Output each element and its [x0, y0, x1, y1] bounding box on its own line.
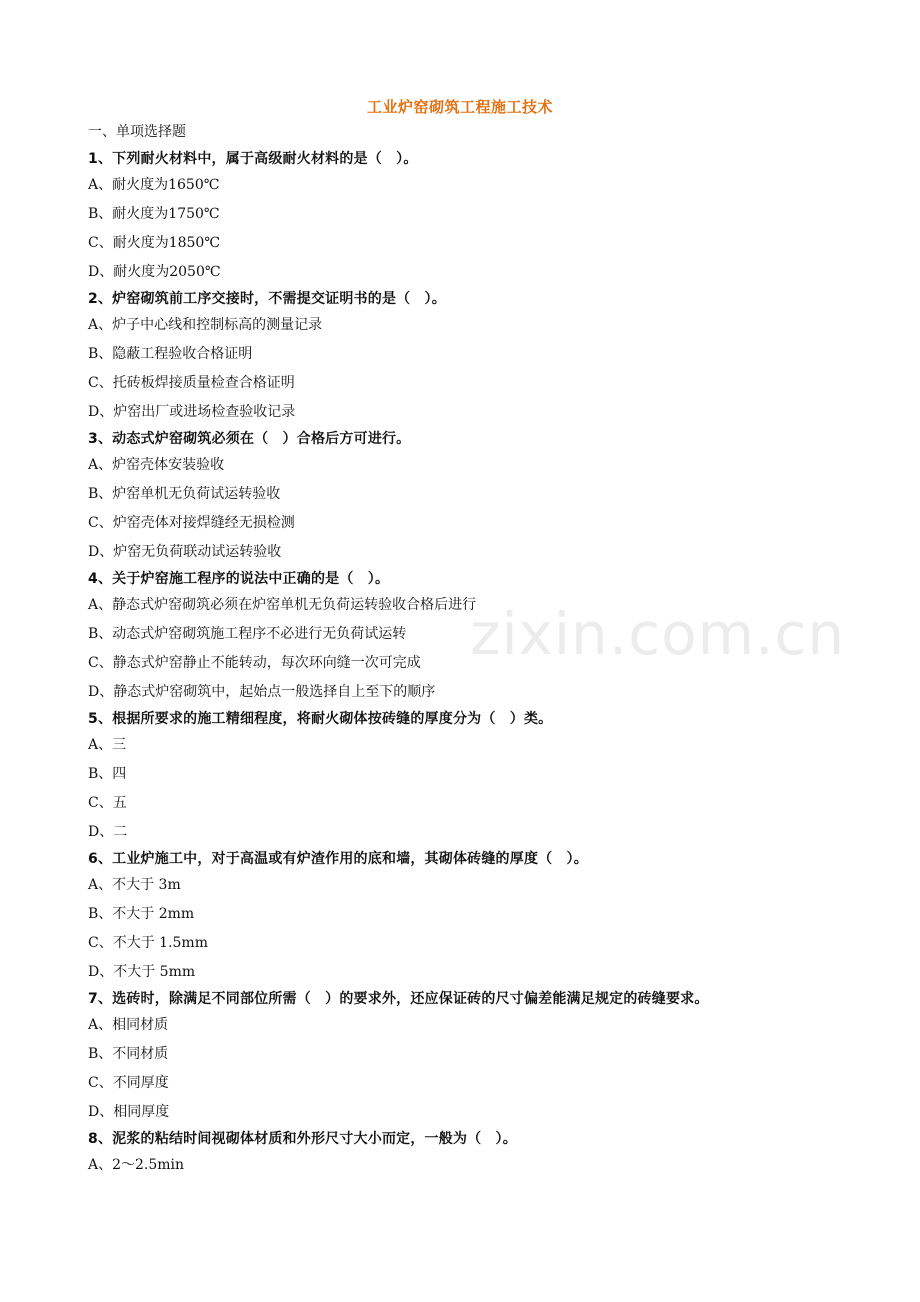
- question-7-option-a: A、相同材质: [88, 1017, 169, 1033]
- question-3-option-a: A、炉窑壳体安装验收: [88, 457, 225, 473]
- question-1-option-b: B、耐火度为1750℃: [88, 206, 220, 222]
- question-2-option-b: B、隐蔽工程验收合格证明: [88, 346, 253, 362]
- question-3: 3、动态式炉窑砌筑必须在（ ）合格后方可进行。: [88, 431, 411, 447]
- question-6-option-c: C、不大于 1.5mm: [88, 935, 208, 951]
- question-2: 2、炉窑砌筑前工序交接时，不需提交证明书的是（ ）。: [88, 291, 446, 307]
- question-4-option-b: B、动态式炉窑砌筑施工程序不必进行无负荷试运转: [88, 626, 407, 642]
- question-5-option-c: C、五: [88, 795, 127, 811]
- question-7-option-b: B、不同材质: [88, 1046, 169, 1062]
- question-7-option-d: D、相同厚度: [88, 1104, 170, 1120]
- document-title: 工业炉窑砌筑工程施工技术: [366, 98, 553, 116]
- question-5-option-b: B、四: [88, 766, 127, 782]
- section-heading: 一、单项选择题: [88, 124, 186, 140]
- question-1-option-d: D、耐火度为2050℃: [88, 264, 221, 280]
- question-5-option-a: A、三: [88, 737, 127, 753]
- question-2-option-d: D、炉窑出厂或进场检查验收记录: [88, 404, 296, 420]
- question-1: 1、下列耐火材料中，属于高级耐火材料的是（ ）。: [88, 151, 418, 167]
- question-5-option-d: D、二: [88, 824, 128, 840]
- question-1-option-a: A、耐火度为1650℃: [88, 177, 220, 193]
- question-6-option-d: D、不大于 5mm: [88, 964, 196, 980]
- question-4-option-a: A、静态式炉窑砌筑必须在炉窑单机无负荷运转验收合格后进行: [88, 597, 477, 613]
- question-6-option-b: B、不大于 2mm: [88, 906, 195, 922]
- question-3-option-b: B、炉窑单机无负荷试运转验收: [88, 486, 281, 502]
- question-6-option-a: A、不大于 3m: [88, 877, 181, 893]
- question-6: 6、工业炉施工中，对于高温或有炉渣作用的底和墙，其砌体砖缝的厚度（ ）。: [88, 851, 588, 867]
- question-7: 7、选砖时，除满足不同部位所需（ ）的要求外，还应保证砖的尺寸偏差能满足规定的砖缝要求。: [88, 991, 709, 1007]
- question-1-option-c: C、耐火度为1850℃: [88, 235, 221, 251]
- question-2-option-c: C、托砖板焊接质量检查合格证明: [88, 375, 295, 391]
- question-4-option-d: D、静态式炉窑砌筑中，起始点一般选择自上至下的顺序: [88, 684, 436, 700]
- question-2-option-a: A、炉子中心线和控制标高的测量记录: [88, 317, 323, 333]
- question-3-option-d: D、炉窑无负荷联动试运转验收: [88, 544, 282, 560]
- question-8: 8、泥浆的粘结时间视砌体材质和外形尺寸大小而定，一般为（ ）。: [88, 1131, 517, 1147]
- question-4-option-c: C、静态式炉窑静止不能转动，每次环向缝一次可完成: [88, 655, 421, 671]
- question-4: 4、关于炉窑施工程序的说法中正确的是（ ）。: [88, 571, 390, 587]
- watermark: zixin.com.cn: [470, 600, 846, 668]
- question-5: 5、根据所要求的施工精细程度，将耐火砌体按砖缝的厚度分为（ ）类。: [88, 711, 553, 727]
- question-8-option-a: A、2～2.5min: [88, 1157, 185, 1173]
- question-3-option-c: C、炉窑壳体对接焊缝经无损检测: [88, 515, 295, 531]
- question-7-option-c: C、不同厚度: [88, 1075, 169, 1091]
- question-list: [88, 147, 848, 1180]
